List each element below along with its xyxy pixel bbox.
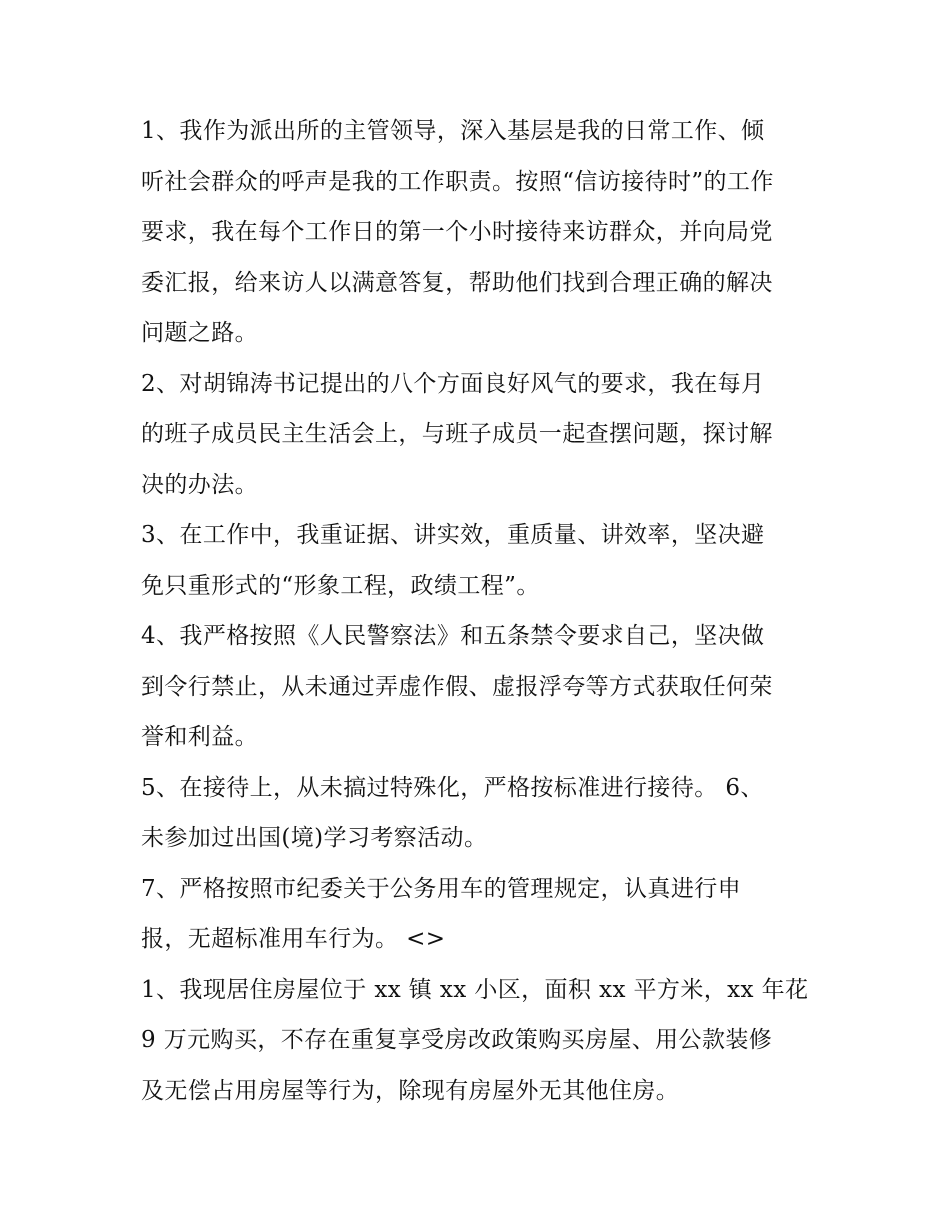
text-line: 免只重形式的“形象工程，政绩工程”。 xyxy=(141,572,540,599)
text-line: 3、在工作中，我重证据、讲实效，重质量、讲效率，坚决避 xyxy=(141,522,765,548)
text-line: 及无偿占用房屋等行为，除现有房屋外无其他住房。 xyxy=(141,1077,680,1104)
text-line: 1、我作为派出所的主管领导，深入基层是我的日常工作、倾 xyxy=(141,118,765,144)
paragraph-3 xyxy=(141,510,813,611)
text-line: 2、对胡锦涛书记提出的八个方面良好风气的要求，我在每月 xyxy=(141,370,765,397)
text-line: 到令行禁止，从未通过弄虚作假、虚报浮夸等方式获取任何荣 xyxy=(141,673,773,700)
document-body xyxy=(141,106,813,1116)
text-line: 问题之路。 xyxy=(141,320,258,346)
paragraph-6 xyxy=(141,864,813,965)
text-line: 7、严格按照市纪委关于公务用车的管理规定，认真进行申 xyxy=(141,875,742,902)
paragraph-5 xyxy=(141,763,813,864)
text-line: 报，无超标准用车行为。 <> xyxy=(141,926,446,952)
paragraph-2 xyxy=(141,359,813,511)
text-line: 要求，我在每个工作日的第一个小时接待来访群众，并向局党 xyxy=(141,219,773,245)
text-line: 的班子成员民主生活会上，与班子成员一起查摆问题，探讨解 xyxy=(141,421,773,447)
paragraph-1 xyxy=(141,106,813,359)
text-line: 委汇报，给来访人以满意答复，帮助他们找到合理正确的解决 xyxy=(141,269,773,296)
text-line: 未参加过出国(境)学习考察活动。 xyxy=(141,825,488,851)
text-line: 4、我严格按照《人民警察法》和五条禁令要求自己，坚决做 xyxy=(141,623,765,649)
text-line: 9 万元购买，不存在重复享受房改政策购买房屋、用公款装修 xyxy=(141,1027,773,1053)
text-line: 听社会群众的呼声是我的工作职责。按照“信访接待时”的工作 xyxy=(141,168,774,195)
text-line: 5、在接待上，从未搞过特殊化，严格按标准进行接待。 6、 xyxy=(141,774,764,801)
text-line: 誉和利益。 xyxy=(141,724,258,750)
text-line: 1、我现居住房屋位于 xx 镇 xx 小区，面积 xx 平方米，xx 年花 xyxy=(141,976,809,1003)
paragraph-7 xyxy=(141,965,813,1117)
paragraph-4 xyxy=(141,611,813,763)
text-line: 决的办法。 xyxy=(141,471,258,498)
